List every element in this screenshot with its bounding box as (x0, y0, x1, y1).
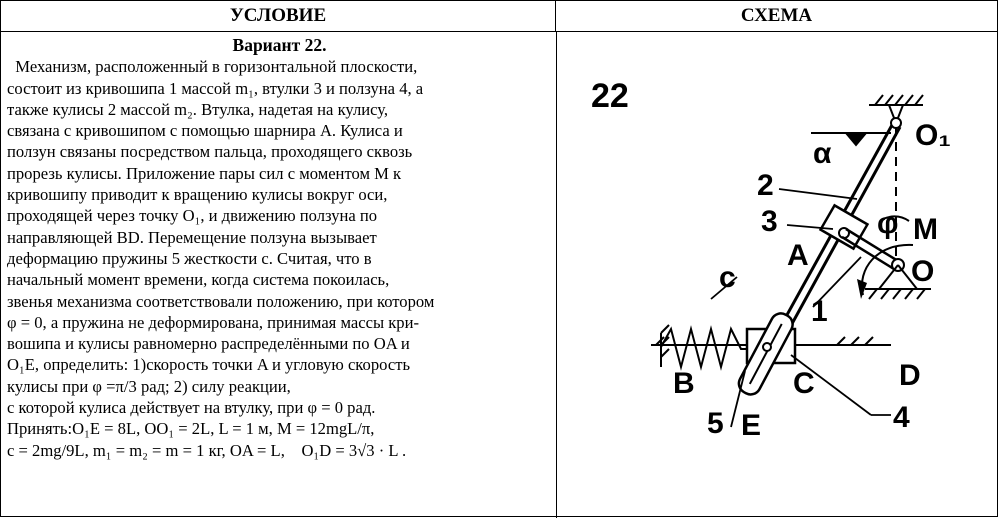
moment-arc (862, 245, 913, 295)
condition-line: c = 2mg/9L, m₁ = m₂ = m = 1 кг, OA = L, O₁D = 3√3 · L . (7, 440, 407, 460)
condition-line: звенья механизма соответствовали положению, при котором (7, 291, 435, 311)
condition-line: с которой кулиса действует на втулку, при φ = 0 рад. (7, 398, 376, 418)
label-b: B (673, 367, 695, 400)
label-a: A (787, 239, 809, 272)
label-phi: φ (877, 207, 899, 240)
condition-line: деформацию пружины 5 жесткости c. Считая, что в (7, 248, 372, 268)
label-e: E (741, 409, 762, 442)
condition-line: ползун связаны посредством пальца, проходящего сквозь (7, 142, 413, 162)
label-o: O (911, 255, 935, 288)
variant-title: Вариант 22. (232, 35, 327, 55)
label-c-spring: c (719, 261, 736, 294)
label-4: 4 (893, 401, 910, 434)
condition-line: направляющей BD. Перемещение ползуна вызывает (7, 227, 377, 247)
column-divider (556, 32, 557, 518)
condition-line: Принять:O₁E = 8L, OO₁ = 2L, L = 1 м, M = 12mgL/π, (7, 419, 375, 439)
label-3: 3 (761, 205, 778, 238)
condition-line: проходящей через точку O₁, и движению ползуна по (7, 206, 378, 226)
condition-paragraph (7, 56, 552, 461)
label-5: 5 (707, 407, 724, 440)
condition-line: O₁E, определить: 1)скорость точки A и угловую скорость (7, 355, 411, 375)
c-pin (763, 343, 771, 351)
label-o1: O₁ (915, 119, 951, 152)
condition-line: также кулисы 2 массой m₂. Втулка, надетая на кулису, (7, 99, 389, 119)
label-1: 1 (811, 295, 828, 328)
label-c-point: C (793, 367, 815, 400)
condition-text (7, 35, 552, 461)
condition-line: кривошипу приводит к вращению кулисы вокруг оси, (7, 185, 388, 205)
label-2: 2 (757, 169, 774, 202)
condition-line: вошипа и кулисы равномерно распределёнными по OA и (7, 334, 410, 354)
condition-line: кулисы при φ =π/3 рад; 2) силу реакции, (7, 376, 291, 396)
condition-line: прорезь кулисы. Приложение пары сил с моментом M к (7, 163, 402, 183)
spring-5 (661, 329, 751, 367)
condition-line: Механизм, расположенный в горизонтальной плоскости, (7, 57, 418, 77)
mechanism-scheme (561, 37, 993, 515)
label-m: M (913, 213, 938, 246)
condition-line: состоит из кривошипа 1 массой m₁, втулки 3 и ползуна 4, а (7, 78, 424, 98)
condition-line: начальный момент времени, когда система покоилась, (7, 270, 390, 290)
header-scheme: СХЕМА (556, 1, 997, 32)
label-alpha: α (813, 137, 832, 170)
condition-line: связана с кривошипом с помощью шарнира A. Кулиса и (7, 121, 403, 141)
header-condition: УСЛОВИЕ (1, 1, 556, 32)
scheme-number: 22 (591, 77, 629, 115)
label-d: D (899, 359, 921, 392)
condition-line: φ = 0, а пружина не деформирована, принимая массы кри- (7, 312, 420, 332)
